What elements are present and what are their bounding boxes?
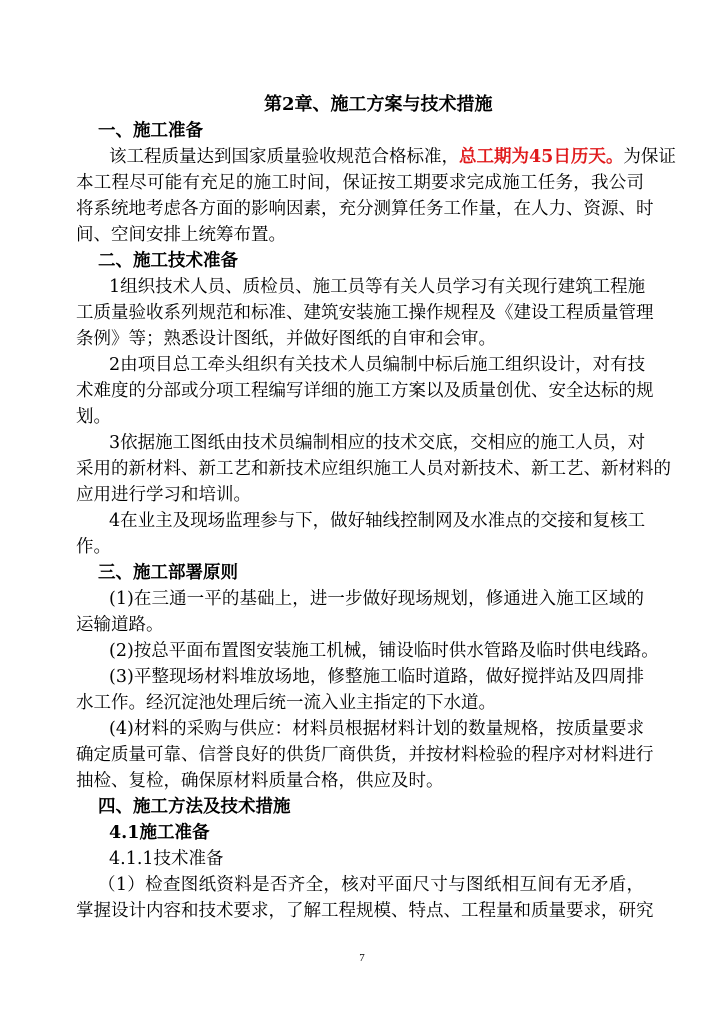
- section-3-heading: 三、施工部署原则: [98, 563, 238, 583]
- para-text: 为保证: [623, 147, 676, 167]
- section-2-item-3-line-2: 采用的新材料、新工艺和新技术应组织施工人员对新技术、新工艺、新材料的: [76, 459, 671, 479]
- section-2-item-4-line-2: 作。: [76, 537, 111, 557]
- section-1-para-line-4: 间、空间安排上统筹布置。: [76, 225, 286, 245]
- section-2-heading: 二、施工技术准备: [98, 251, 238, 271]
- section-1-heading: 一、施工准备: [98, 121, 203, 141]
- section-2-item-2-line-2: 术难度的分部或分项工程编写详细的施工方案以及质量创优、安全达标的规: [76, 381, 654, 401]
- subsection-4-1-1-heading: 4.1.1技术准备: [109, 849, 224, 869]
- section-1-para-line-3: 将系统地考虑各方面的影响因素，充分测算任务工作量，在人力、资源、时: [76, 199, 654, 219]
- section-3-item-4-line-1: (4)材料的采购与供应：材料员根据材料计划的数量规格，按质量要求: [109, 719, 644, 739]
- section-2-item-1-line-2: 工质量验收系列规范和标准、建筑安装施工操作规程及《建设工程质量管理: [76, 303, 654, 323]
- section-2-item-1-line-1: 1组织技术人员、质检员、施工员等有关人员学习有关现行建筑工程施: [109, 277, 646, 297]
- section-2-item-2-line-3: 划。: [76, 407, 111, 427]
- section-3-item-1-line-1: (1)在三通一平的基础上，进一步做好现场规划，修通进入施工区域的: [109, 589, 644, 609]
- chapter-title: 第2章、施工方案与技术措施: [264, 94, 493, 115]
- section-3-item-2-line-1: (2)按总平面布置图安装施工机械，铺设临时供水管路及临时供电线路。: [109, 641, 659, 661]
- section-4-heading: 四、施工方法及技术措施: [98, 797, 291, 817]
- section-4-item-1-line-1: （1）检查图纸资料是否齐全，核对平面尺寸与图纸相互间有无矛盾，: [98, 875, 644, 895]
- section-2-item-1-line-3: 条例》等；熟悉设计图纸，并做好图纸的自审和会审。: [76, 329, 496, 349]
- para-text: 该工程质量达到国家质量验收规范合格标准，: [109, 147, 459, 167]
- section-2-item-2-line-1: 2由项目总工牵头组织有关技术人员编制中标后施工组织设计，对有技: [109, 355, 646, 375]
- section-2-item-3-line-3: 应用进行学习和培训。: [76, 485, 251, 505]
- section-1-para-line-1: [109, 144, 676, 170]
- section-4-item-1-line-2: 掌握设计内容和技术要求，了解工程规模、特点、工程量和质量要求，研究: [76, 901, 654, 921]
- subsection-4-1-heading: 4.1施工准备: [109, 823, 210, 843]
- highlighted-duration: 总工期为45日历天。: [459, 147, 624, 167]
- page-number: 7: [359, 952, 365, 964]
- section-2-item-3-line-1: 3依据施工图纸由技术员编制相应的技术交底，交相应的施工人员，对: [109, 433, 646, 453]
- section-3-item-4-line-3: 抽检、复检，确保原材料质量合格，供应及时。: [76, 771, 444, 791]
- section-3-item-3-line-2: 水工作。经沉淀池处理后统一流入业主指定的下水道。: [76, 693, 496, 713]
- section-3-item-1-line-2: 运输道路。: [76, 615, 164, 635]
- section-3-item-4-line-2: 确定质量可靠、信誉良好的供货厂商供货，并按材料检验的程序对材料进行: [76, 745, 654, 765]
- section-3-item-3-line-1: (3)平整现场材料堆放场地，修整施工临时道路，做好搅拌站及四周排: [109, 667, 644, 687]
- section-2-item-4-line-1: 4在业主及现场监理参与下，做好轴线控制网及水准点的交接和复核工: [109, 511, 646, 531]
- section-1-para-line-2: 本工程尽可能有充足的施工时间，保证按工期要求完成施工任务，我公司: [76, 173, 644, 193]
